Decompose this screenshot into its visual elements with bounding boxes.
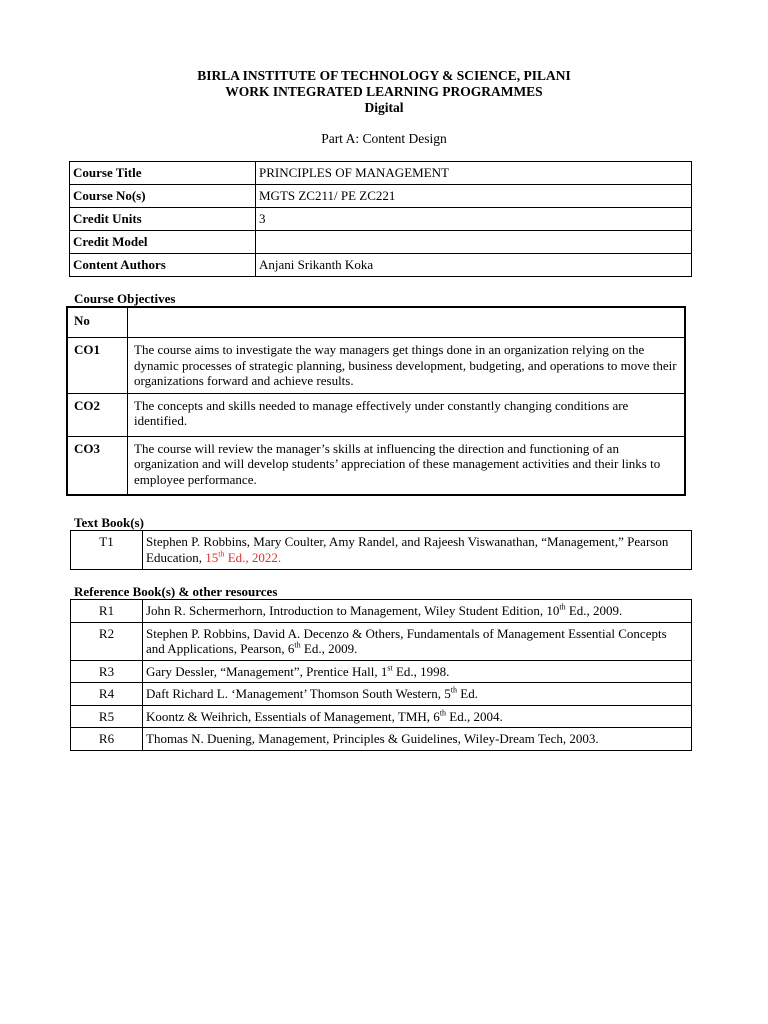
objective-id: CO2 xyxy=(67,393,128,436)
textbook-id: T1 xyxy=(71,531,143,570)
reference-text xyxy=(143,600,692,623)
objective-text: The course will review the manager’s skills at influencing the direction and functioning of an organization and will develop students’ appreciation of these management activities and their links to employee performance. xyxy=(128,436,686,495)
institute-name: BIRLA INSTITUTE OF TECHNOLOGY & SCIENCE, PILANI xyxy=(197,68,571,83)
table-row xyxy=(70,208,692,231)
reference-tail: Ed., 2009. xyxy=(565,603,623,618)
table-row xyxy=(71,728,692,751)
reference-tail: Ed. xyxy=(457,686,478,701)
content-authors-label: Content Authors xyxy=(70,254,256,277)
reference-text xyxy=(143,683,692,706)
course-info-table xyxy=(69,161,692,277)
content-authors-value: Anjani Srikanth Koka xyxy=(256,254,692,277)
textbook-edition xyxy=(205,550,281,565)
reference-citation: Stephen P. Robbins, David A. Decenzo & Others, Fundamentals of Management Essential Concepts and Applications, Pearson, 6 xyxy=(146,625,667,656)
objective-id: CO1 xyxy=(67,338,128,394)
objective-text: The concepts and skills needed to manage effectively under constantly changing conditions are identified. xyxy=(128,393,686,436)
table-row xyxy=(70,254,692,277)
edition-year: Ed., 2022. xyxy=(224,549,282,565)
references-heading: Reference Book(s) & other resources xyxy=(74,584,278,599)
table-row xyxy=(71,600,692,623)
reference-tail: Ed., 2004. xyxy=(446,708,503,724)
course-title-value: PRINCIPLES OF MANAGEMENT xyxy=(256,162,692,185)
table-row xyxy=(71,705,692,728)
reference-id: R1 xyxy=(71,600,143,623)
textbook-text xyxy=(143,531,692,570)
objective-id: CO3 xyxy=(67,436,128,495)
reference-citation: Gary Dessler, “Management”, Prentice Hall, 1 xyxy=(146,663,388,679)
textbook-citation: Stephen P. Robbins, Mary Coulter, Amy Randel, and Rajeesh Viswanathan, “Management,” Pearson Education, xyxy=(146,534,669,565)
credit-units-label: Credit Units xyxy=(70,208,256,231)
table-row xyxy=(71,660,692,683)
reference-ordinal: th xyxy=(294,640,301,650)
part-title: Part A: Content Design xyxy=(321,131,447,146)
document-header xyxy=(0,68,768,116)
reference-text xyxy=(143,622,692,660)
credit-model-value xyxy=(256,231,692,254)
reference-tail: Ed., 2009. xyxy=(300,641,358,656)
textbooks-table xyxy=(70,530,692,570)
reference-citation: Daft Richard L. ‘Management’ Thomson South Western, 5 xyxy=(146,686,451,701)
reference-ordinal: th xyxy=(439,708,447,718)
reference-id: R6 xyxy=(71,728,143,751)
table-row xyxy=(70,185,692,208)
table-row xyxy=(67,338,685,394)
table-row xyxy=(71,531,692,570)
table-row xyxy=(71,622,692,660)
delivery-mode: Digital xyxy=(364,100,404,115)
edition-number: 15 xyxy=(205,549,219,565)
reference-id: R5 xyxy=(71,705,143,728)
table-row xyxy=(71,683,692,706)
reference-citation: Koontz & Weihrich, Essentials of Management, TMH, 6 xyxy=(146,708,440,724)
table-row xyxy=(67,436,685,495)
objective-text: The course aims to investigate the way managers get things done in an organization relying on the dynamic processes of strategic planning, business development, budgeting, and operations to move their organizations forward and achieve results. xyxy=(128,338,686,394)
programme-name: WORK INTEGRATED LEARNING PROGRAMMES xyxy=(225,84,543,99)
reference-text xyxy=(143,728,692,751)
reference-id: R3 xyxy=(71,660,143,683)
objective-header-blank xyxy=(128,307,686,338)
reference-citation: Thomas N. Duening, Management, Principles & Guidelines, Wiley-Dream Tech, 2003. xyxy=(146,731,599,746)
no-header: No xyxy=(67,307,128,338)
course-no-label: Course No(s) xyxy=(70,185,256,208)
table-row xyxy=(70,162,692,185)
objectives-heading: Course Objectives xyxy=(74,291,176,306)
reference-ordinal: th xyxy=(559,602,566,612)
course-title-label: Course Title xyxy=(70,162,256,185)
credit-model-label: Credit Model xyxy=(70,231,256,254)
reference-text xyxy=(143,660,692,683)
credit-units-value: 3 xyxy=(256,208,692,231)
textbooks-heading: Text Book(s) xyxy=(74,515,144,530)
objectives-table xyxy=(66,306,686,496)
edition-suffix: th xyxy=(218,549,225,559)
reference-ordinal: th xyxy=(450,685,457,695)
reference-text xyxy=(143,705,692,728)
reference-id: R2 xyxy=(71,622,143,660)
references-table xyxy=(70,599,692,751)
table-row xyxy=(67,307,685,338)
table-row xyxy=(70,231,692,254)
reference-tail: Ed., 1998. xyxy=(392,663,450,679)
course-no-value: MGTS ZC211/ PE ZC221 xyxy=(256,185,692,208)
table-row xyxy=(67,393,685,436)
reference-ordinal: st xyxy=(387,663,393,673)
reference-citation: John R. Schermerhorn, Introduction to Management, Wiley Student Edition, 10 xyxy=(146,603,560,618)
reference-id: R4 xyxy=(71,683,143,706)
